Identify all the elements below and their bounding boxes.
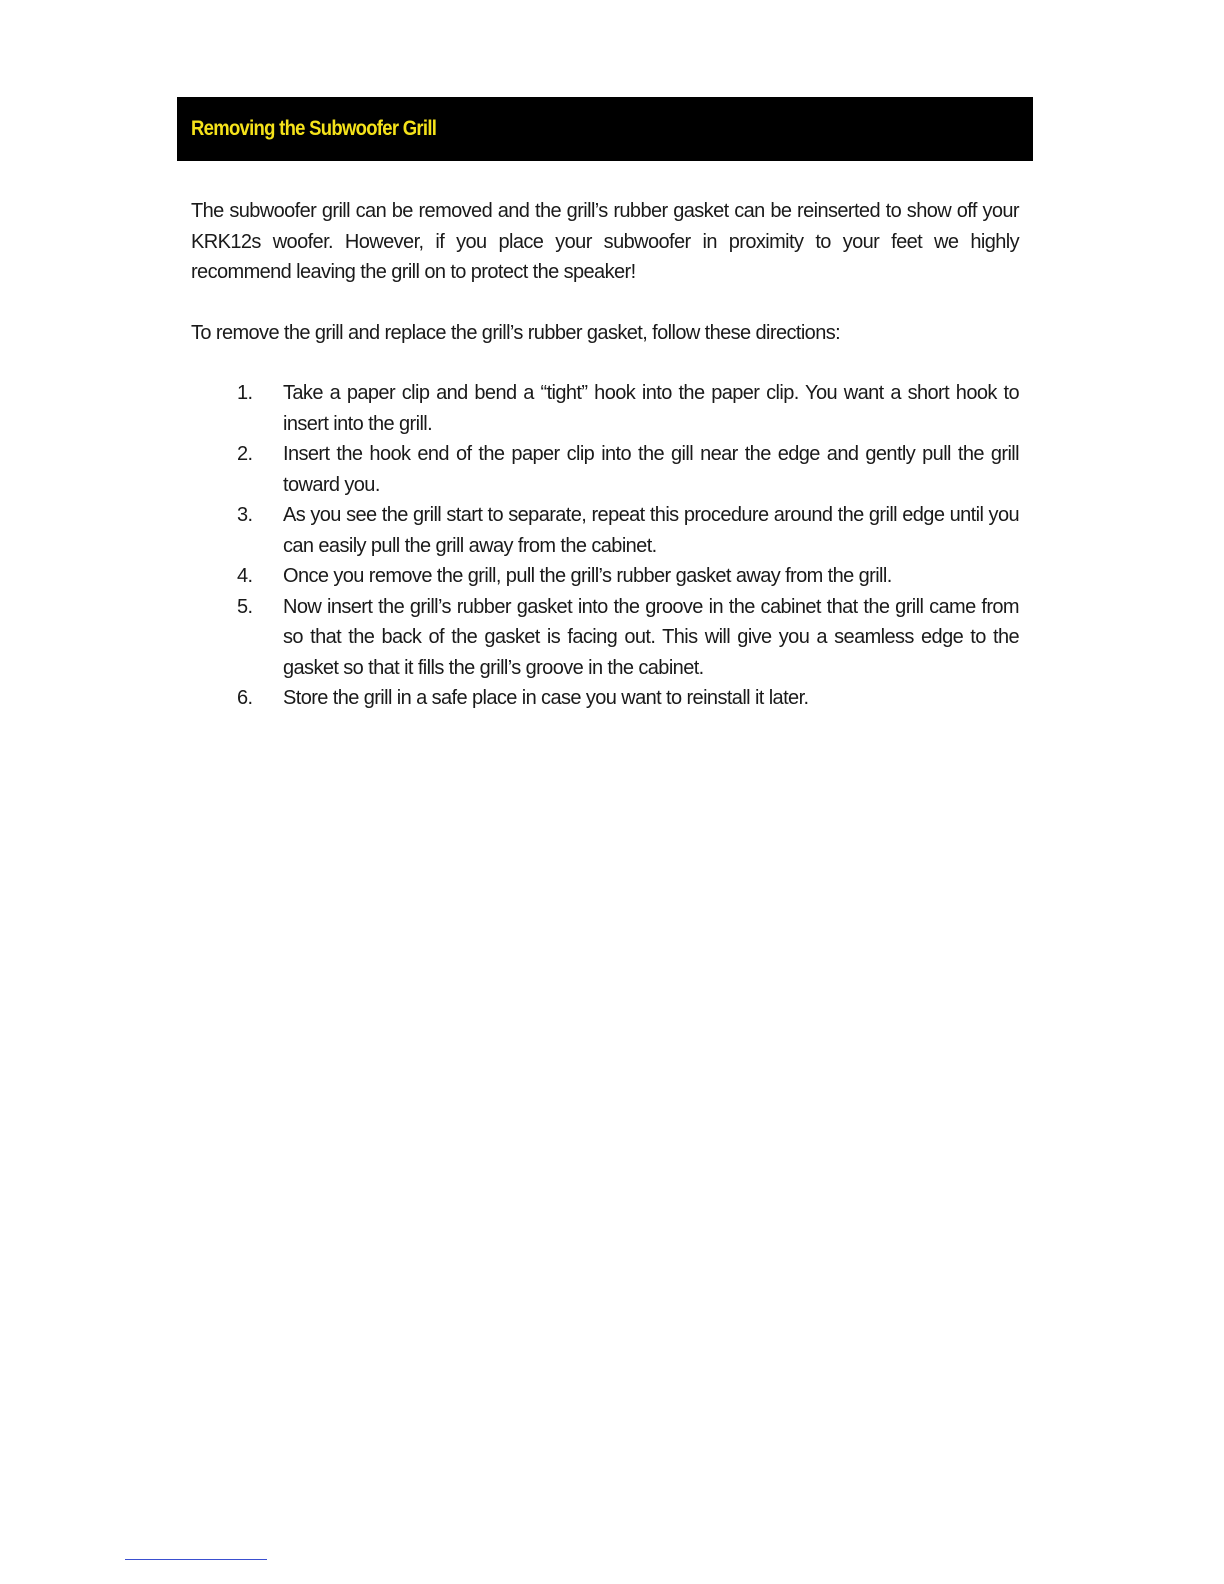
step-text: Once you remove the grill, pull the grill’s rubber gasket away from the grill. xyxy=(283,565,892,587)
step-text: Now insert the grill’s rubber gasket into the groove in the cabinet that the grill came from so that the back of the gasket is facing out. This will give you a seamless edge to the gasket so that it fills the grill’s groove in the cabinet. xyxy=(283,595,1019,679)
section-title: Removing the Subwoofer Grill xyxy=(191,117,437,140)
list-item xyxy=(191,592,1019,684)
intro-paragraph: The subwoofer grill can be removed and the grill’s rubber gasket can be reinserted to show off your KRK12s woofer. However, if you place your subwoofer in proximity to your feet we highly recommend leaving the grill on to protect the speaker! xyxy=(191,200,1019,283)
step-number: 2. xyxy=(237,443,253,465)
step-number: 4. xyxy=(237,565,253,587)
footnote-divider xyxy=(125,1559,267,1560)
step-number: 5. xyxy=(237,595,253,618)
section-header-bar xyxy=(177,97,1033,161)
list-item xyxy=(191,439,1019,500)
list-item xyxy=(191,500,1019,561)
list-item xyxy=(191,378,1019,439)
step-text: Store the grill in a safe place in case you want to reinstall it later. xyxy=(283,687,809,709)
step-number: 6. xyxy=(237,687,253,709)
step-text: Insert the hook end of the paper clip into the gill near the edge and gently pull the grill toward you. xyxy=(283,443,1019,496)
directions-lead: To remove the grill and replace the grill’s rubber gasket, follow these directions: xyxy=(191,321,841,344)
list-item xyxy=(191,561,1019,592)
directions-list xyxy=(191,378,1019,714)
step-number: 1. xyxy=(237,382,253,404)
step-text: Take a paper clip and bend a “tight” hook into the paper clip. You want a short hook to insert into the grill. xyxy=(283,382,1019,435)
document-body xyxy=(191,196,1019,714)
step-number: 3. xyxy=(237,504,253,526)
list-item xyxy=(191,683,1019,714)
step-text: As you see the grill start to separate, repeat this procedure around the grill edge until you can easily pull the grill away from the cabinet. xyxy=(283,504,1019,557)
